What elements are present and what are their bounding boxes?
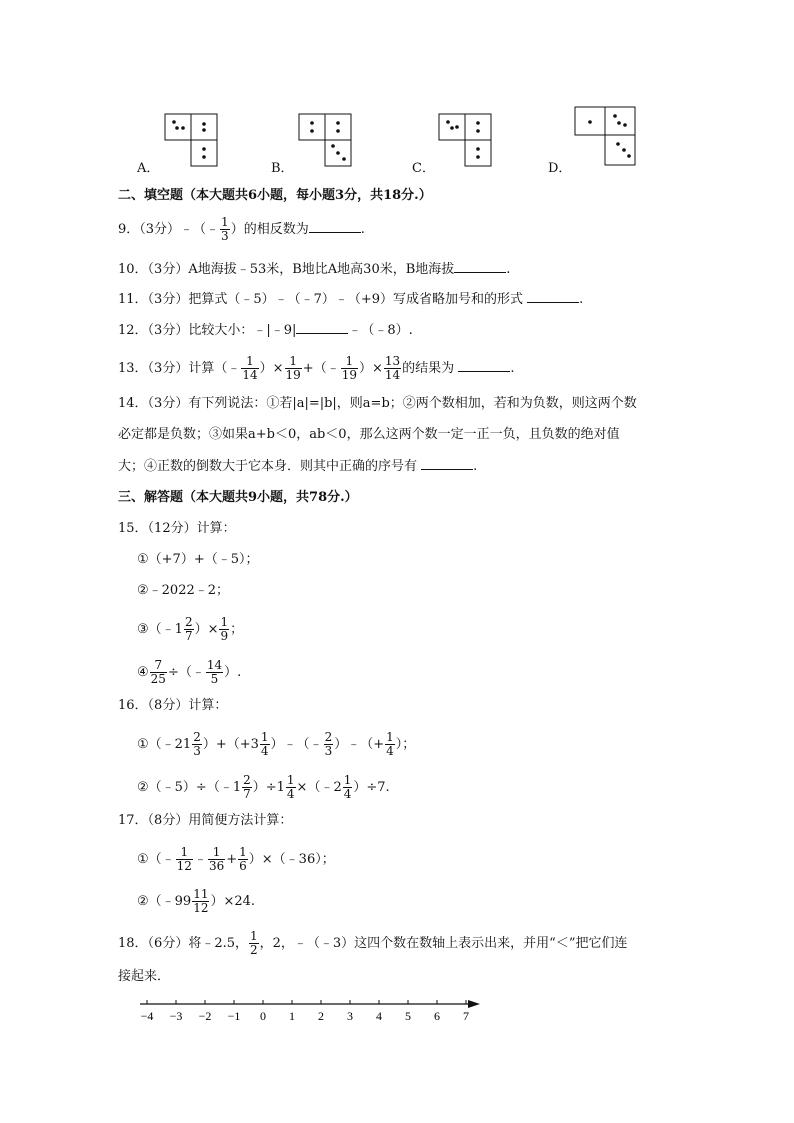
question-14-line-2: 必定都是负数；③如果a+b＜0，ab＜0，那么这两个数一定一正一负，且负数的绝对值 bbox=[118, 427, 620, 442]
number-line-tick-label: 1 bbox=[289, 1009, 295, 1023]
q16-item-1: ①（﹣21 $\frac{2}{3}$ ）+（+3 $\frac{1}{4}$ ）﹣（﹣ $\frac{2}{3}$ ）﹣（+ $\frac{1}{4}$ ）； bbox=[137, 730, 416, 758]
section-3-header: 三、解答题（本大题共9小题，共78分.） bbox=[118, 490, 358, 505]
answer-blank[interactable] bbox=[309, 220, 361, 233]
number-line-tick-label: 2 bbox=[318, 1009, 324, 1023]
answer-blank[interactable] bbox=[458, 359, 510, 372]
answer-blank[interactable] bbox=[527, 290, 579, 303]
number-line-tick-label: −4 bbox=[140, 1009, 154, 1023]
number-line-tick-label: 3 bbox=[347, 1009, 353, 1023]
q16-item-2: ②（﹣5）÷（﹣1 $\frac{2}{7}$ ）÷1 $\frac{1}{4}$ ×（﹣2 $\frac{1}{4}$ ）÷7. bbox=[137, 773, 390, 801]
option-d-label[interactable]: D． bbox=[548, 161, 572, 176]
number-line-tick-label: −1 bbox=[227, 1009, 241, 1023]
question-14-line-3: 大；④正数的倒数大于它本身．则其中正确的序号有 . bbox=[118, 459, 478, 474]
question-10: 10．（3分）A地海拔﹣53米，B地比A地高30米，B地海拔 . bbox=[118, 262, 511, 277]
q17-item-1: ①（﹣ $\frac{1}{12}$ ﹣ $\frac{1}{36}$ + $\frac{1}{6}$ ）×（﹣36）； bbox=[137, 845, 335, 873]
q15-item-2: ②﹣2022﹣2； bbox=[137, 583, 230, 598]
q17-item-2: ②（﹣99 $\frac{11}{12}$ ）×24. bbox=[137, 887, 256, 915]
answer-blank[interactable] bbox=[421, 457, 473, 470]
option-a-label[interactable]: A． bbox=[137, 161, 160, 176]
options-figures bbox=[0, 0, 794, 180]
question-9: 9．（3分）﹣（﹣ $\frac{1}{3}$ ）的相反数为 . bbox=[118, 215, 365, 243]
question-18: 18．（6分）将﹣2.5， $\frac{1}{2}$ ，2，﹣（﹣3）这四个数在数轴上表示出来，并用“＜”把它们连 bbox=[118, 929, 628, 957]
number-line-tick-label: −2 bbox=[198, 1009, 212, 1023]
section-2-header: 二、填空题（本大题共6小题，每小题3分，共18分.） bbox=[118, 188, 432, 203]
answer-blank[interactable] bbox=[454, 260, 506, 273]
number-line-tick-label: 4 bbox=[376, 1009, 382, 1023]
question-14-line-1: 14．（3分）有下列说法：①若|a|=|b|，则a=b；②两个数相加，若和为负数，则这两个数 bbox=[118, 396, 637, 411]
option-d-figure bbox=[575, 107, 635, 165]
number-line-tick-label: 0 bbox=[260, 1009, 266, 1023]
option-c-label[interactable]: C． bbox=[412, 161, 435, 176]
question-16-title: 16．（8分）计算： bbox=[118, 698, 228, 713]
question-17-title: 17．（8分）用简便方法计算： bbox=[118, 813, 293, 828]
option-b-label[interactable]: B． bbox=[271, 161, 294, 176]
number-line-tick-label: 6 bbox=[434, 1009, 440, 1023]
question-12: 12．（3分）比较大小：﹣|﹣9| ﹣（﹣8）. bbox=[118, 323, 413, 338]
answer-blank[interactable] bbox=[296, 321, 348, 334]
q15-item-3: ③（﹣1 $\frac{2}{7}$ ）× $\frac{1}{9}$ ； bbox=[137, 615, 244, 643]
number-line-tick-label: 5 bbox=[405, 1009, 411, 1023]
number-line-tick-label: −3 bbox=[169, 1009, 183, 1023]
question-11: 11．（3分）把算式（﹣5）﹣（﹣7）﹣（+9）写成省略加号和的形式 . bbox=[118, 292, 584, 307]
q15-item-1: ①（+7）+（﹣5）； bbox=[137, 552, 259, 567]
question-15-title: 15．（12分）计算： bbox=[118, 521, 236, 536]
number-line-arrow bbox=[468, 1000, 480, 1008]
q15-item-4: ④ $\frac{7}{25}$ ÷（﹣ $\frac{14}{5}$ ）. bbox=[137, 658, 242, 686]
question-18-line-2: 接起来． bbox=[118, 969, 171, 984]
question-13: 13．（3分）计算（﹣ $\frac{1}{14}$ ）× $\frac{1}{19}$ +（﹣ $\frac{1}{19}$ ）× $\frac{13}{14}$ 的结果为 . bbox=[118, 354, 515, 382]
number-line-tick-label: 7 bbox=[463, 1009, 469, 1023]
